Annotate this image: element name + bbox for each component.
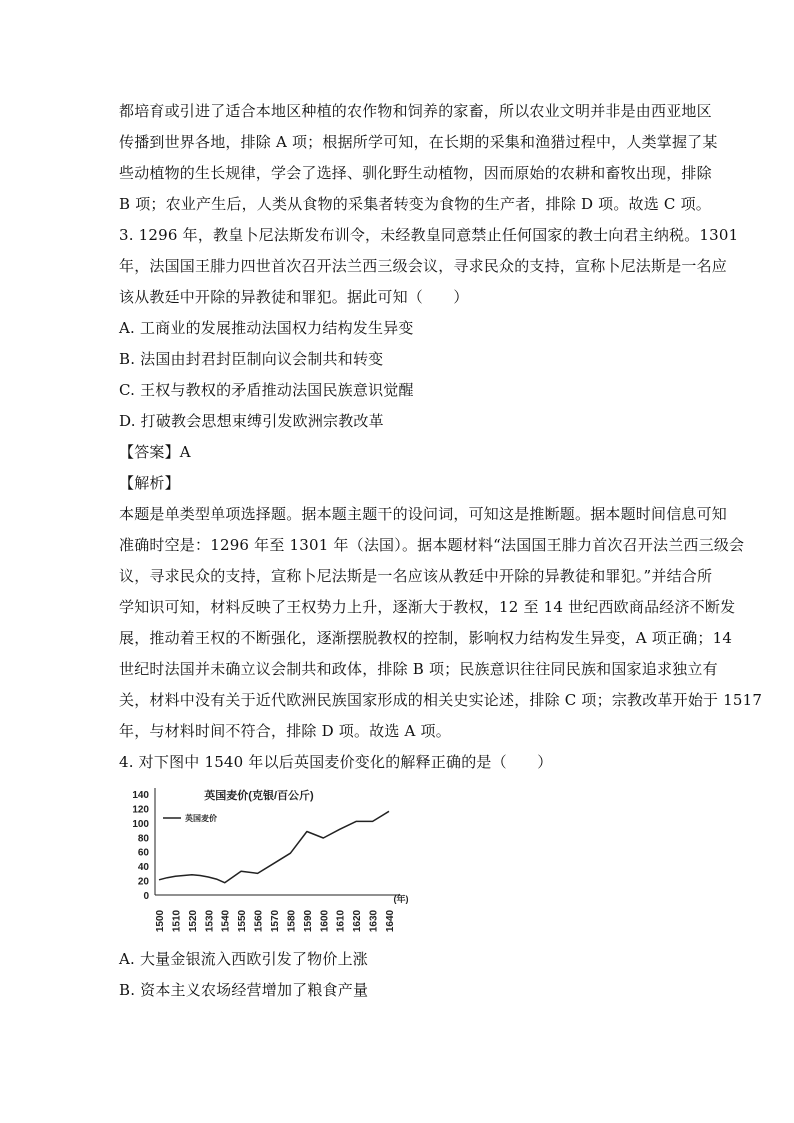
text-line-5: 年，法国国王腓力四世首次召开法兰西三级会议，寻求民众的支持，宣称卜尼法斯是一名应 xyxy=(119,257,728,275)
text-line-11: 【答案】A xyxy=(119,443,191,461)
text-line-3: B 项；农业产生后，人类从食物的采集者转变为食物的生产者，排除 D 项。故选 C 项。 xyxy=(119,195,711,213)
text-line-12: 【解析】 xyxy=(119,474,180,492)
wheat-price-chart xyxy=(119,782,419,942)
chart-title: 英国麦价(克银/百公斤) xyxy=(204,790,314,802)
x-tick-label: 1560 xyxy=(253,909,265,933)
x-tick-label: 1630 xyxy=(368,909,380,933)
x-tick-label: 1640 xyxy=(385,909,396,933)
text-line-15: 议，寻求民众的支持，宣称卜尼法斯是一名应该从教廷中开除的异教徒和罪犯。”并结合所 xyxy=(119,567,713,585)
text-line-10: D. 打破教会思想束缚引发欧洲宗教改革 xyxy=(119,412,384,430)
text-line-4: 3. 1296 年，教皇卜尼法斯发布训令，未经教皇同意禁止任何国家的教士向君主纳税。1301 xyxy=(119,226,739,244)
x-tick-label: 1600 xyxy=(319,909,331,933)
text-line-21: 4. 对下图中 1540 年以后英国麦价变化的解释正确的是（ ） xyxy=(119,753,553,771)
x-tick-label: 1510 xyxy=(171,909,183,933)
x-tick-label: 1610 xyxy=(335,909,347,933)
x-tick-label: 1620 xyxy=(352,909,364,933)
text-line-0: 都培育或引进了适合本地区种植的农作物和饲养的家畜，所以农业文明并非是由西亚地区 xyxy=(119,102,712,120)
x-tick-label: 1550 xyxy=(237,909,249,933)
text-line-9: C. 王权与教权的矛盾推动法国民族意识觉醒 xyxy=(119,381,414,399)
legend-label: 英国麦价 xyxy=(185,814,217,823)
text-line-7: A. 工商业的发展推动法国权力结构发生异变 xyxy=(119,319,414,337)
text-line-16: 学知识可知，材料反映了王权势力上升，逐渐大于教权，12 至 14 世纪西欧商品经济不断发 xyxy=(119,598,736,616)
y-tick-label: 120 xyxy=(132,804,149,816)
text-line-18: 世纪时法国并未确立议会制共和政体，排除 B 项；民族意识往往同民族和国家追求独立有 xyxy=(119,660,718,678)
y-tick-label: 60 xyxy=(137,847,149,859)
text-line-8: B. 法国由封君封臣制向议会制共和转变 xyxy=(119,350,384,368)
text-line-13: 本题是单类型单项选择题。据本题主题干的设问词，可知这是推断题。据本题时间信息可知 xyxy=(119,505,728,523)
text-line-1: 传播到世界各地，排除 A 项；根据所学可知，在长期的采集和渔猎过程中，人类掌握了某 xyxy=(119,133,718,151)
text-line-17: 展，推动着王权的不断强化，逐渐摆脱教权的控制，影响权力结构发生异变，A 项正确；14 xyxy=(119,629,733,647)
option-line-1: B. 资本主义农场经营增加了粮食产量 xyxy=(119,981,369,999)
paragraph-block xyxy=(119,96,763,778)
x-tick-label: 1570 xyxy=(270,909,281,933)
text-line-19: 关，材料中没有关于近代欧洲民族国家形成的相关史实论述，排除 C 项；宗教改革开始于 1517 xyxy=(119,691,763,709)
y-tick-label: 80 xyxy=(137,833,149,845)
chart-svg xyxy=(119,782,419,942)
y-tick-label: 40 xyxy=(137,862,149,874)
y-tick-label: 140 xyxy=(132,790,149,801)
x-tick-label: 1540 xyxy=(220,909,232,933)
x-tick-label: 1590 xyxy=(302,909,314,933)
text-line-14: 准确时空是：1296 年至 1301 年（法国）。据本题材料“法国国王腓力首次召开法兰西三级会 xyxy=(119,536,745,554)
text-line-20: 年，与材料时间不符合，排除 D 项。故选 A 项。 xyxy=(119,722,451,740)
option-line-0: A. 大量金银流入西欧引发了物价上涨 xyxy=(119,950,368,968)
x-tick-label: 1530 xyxy=(204,909,216,933)
text-line-6: 该从教廷中开除的异教徒和罪犯。据此可知（ ） xyxy=(119,288,469,306)
y-tick-label: 20 xyxy=(137,876,149,888)
text-line-2: 些动植物的生长规律，学会了选择、驯化野生动植物，因而原始的农耕和畜牧出现，排除 xyxy=(119,164,712,182)
document-page xyxy=(119,96,763,1006)
x-tick-label: 1520 xyxy=(187,909,199,933)
y-tick-label: 0 xyxy=(143,891,149,902)
options-block xyxy=(119,944,679,1006)
y-tick-label: 100 xyxy=(132,818,149,830)
x-tick-label: 1580 xyxy=(286,909,298,933)
x-tick-label: 1500 xyxy=(155,909,166,933)
x-axis-label: (年) xyxy=(393,894,409,904)
